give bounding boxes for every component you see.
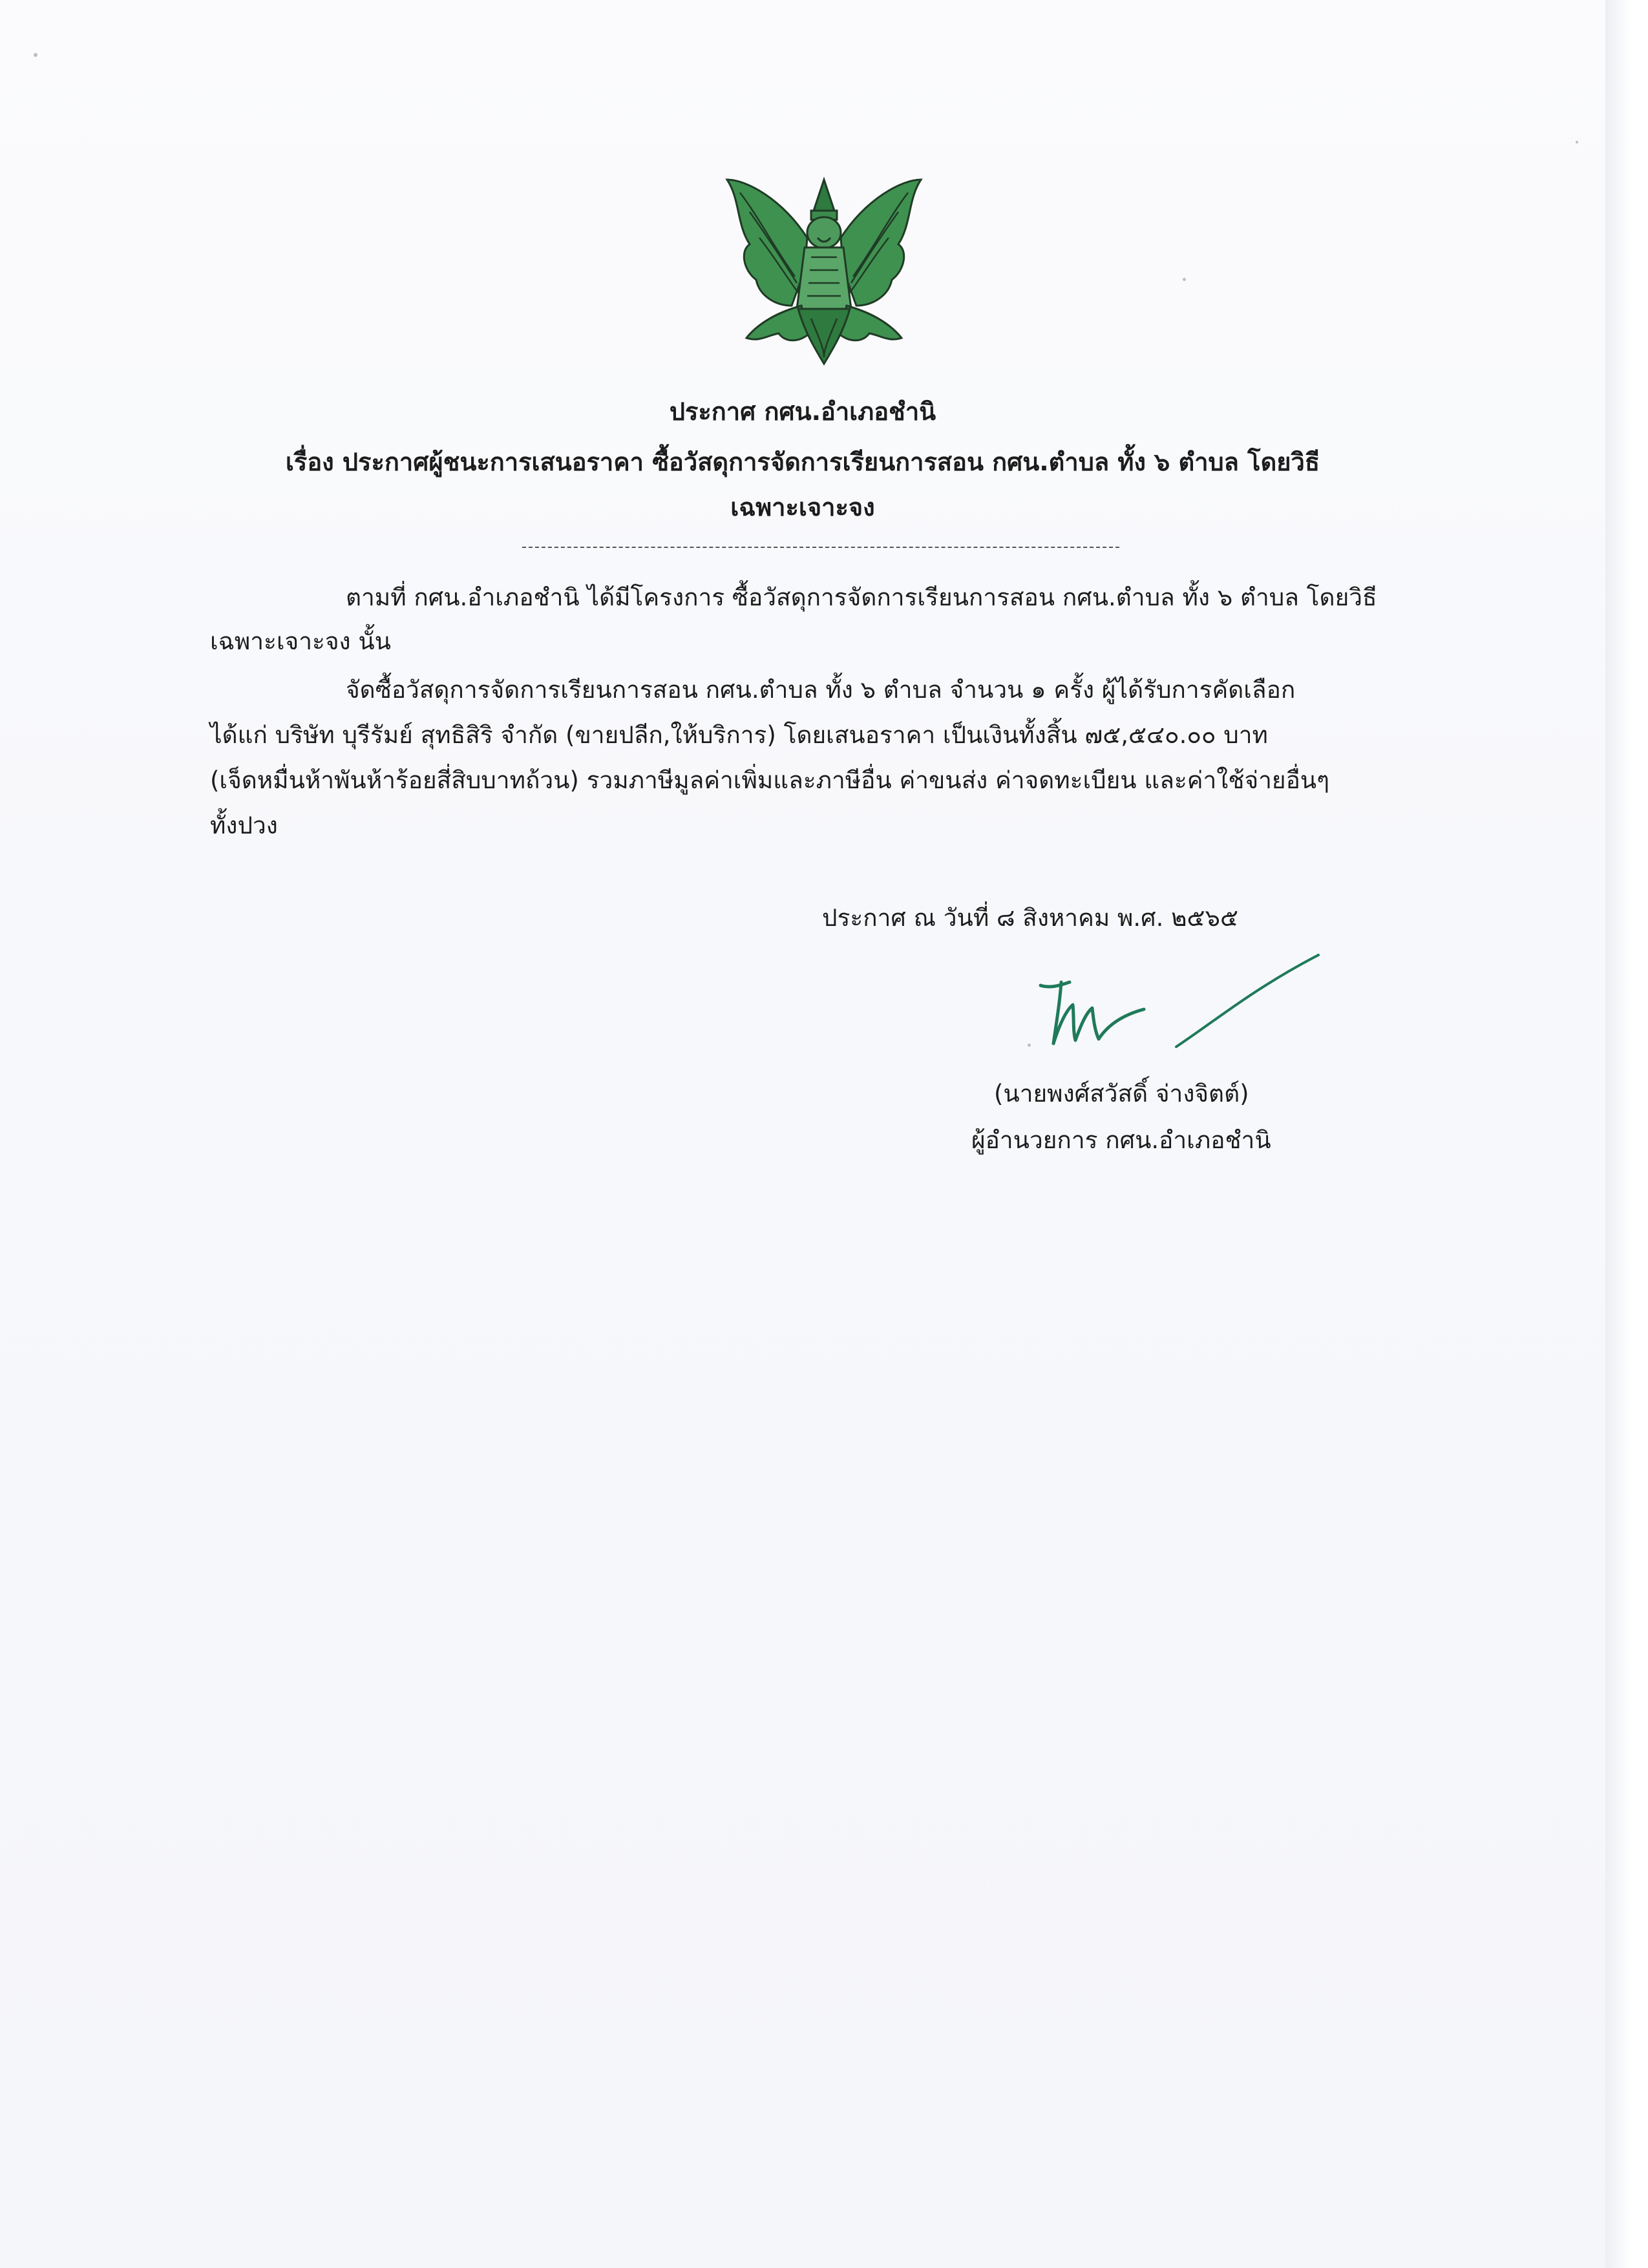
scan-speck [34,53,37,57]
announcement-date: ประกาศ ณ วันที่ ๘ สิงหาคม พ.ศ. ๒๕๖๕ [822,904,1239,932]
paragraph-1-line-1: ตามที่ กศน.อำเภอชำนิ ได้มีโครงการ ซื้อวัสดุการจัดการเรียนการสอน กศน.ตำบล ทั้ง ๖ ตำบล โดยวิธี [346,583,1377,611]
scan-edge [1605,0,1648,2268]
handwritten-signature [1021,950,1331,1063]
document-title: ประกาศ กศน.อำเภอชำนิ [669,397,936,426]
signer-position: ผู้อำนวยการ กศน.อำเภอชำนิ [971,1126,1271,1154]
garuda-emblem [721,173,927,370]
paragraph-2-line-2: ได้แก่ บริษัท บุรีรัมย์ สุทธิสิริ จำกัด (ขายปลีก,ให้บริการ) โดยเสนอราคา เป็นเงินทั้งสิ้น ๗๕,๕๔๐.๐๐ บาท [210,721,1268,749]
document-subject-line-1: เรื่อง ประกาศผู้ชนะการเสนอราคา ซื้อวัสดุการจัดการเรียนการสอน กศน.ตำบล ทั้ง ๖ ตำบล โดยวิธี [285,448,1320,476]
paragraph-2-line-4: ทั้งปวง [210,812,278,839]
paragraph-2-line-1: จัดซื้อวัสดุการจัดการเรียนการสอน กศน.ตำบล ทั้ง ๖ ตำบล จำนวน ๑ ครั้ง ผู้ได้รับการคัดเลือก [346,676,1296,704]
header-divider [522,547,1119,548]
scan-speck [1576,141,1578,143]
scan-speck [1183,278,1186,281]
paragraph-1-line-2: เฉพาะเจาะจง นั้น [210,627,391,655]
paragraph-2-line-3: (เจ็ดหมื่นห้าพันห้าร้อยสี่สิบบาทถ้วน) รวมภาษีมูลค่าเพิ่มและภาษีอื่น ค่าขนส่ง ค่าจดทะเบียน และค่าใช้จ่ายอื่นๆ [210,766,1329,794]
signer-name: (นายพงศ์สวัสดิ์ จ่างจิตต์) [994,1080,1249,1108]
document-subject-line-2: เฉพาะเจาะจง [730,493,875,521]
